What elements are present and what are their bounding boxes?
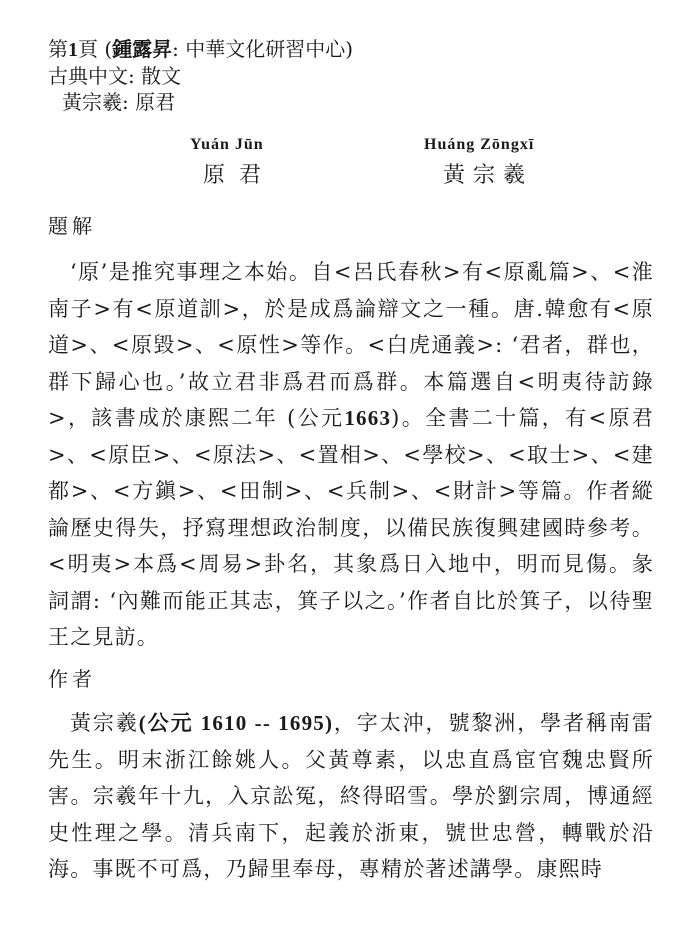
page-header: [48, 36, 353, 115]
header-page-prefix: 第: [48, 37, 68, 61]
header-page-number: 1: [68, 39, 78, 61]
author-section-title: 作者: [48, 667, 96, 691]
intro-year: 1663: [344, 406, 392, 430]
title-romanization: Yuán Jūn: [190, 136, 264, 153]
header-page-mid: 頁 (: [78, 37, 113, 61]
header-source-line: [48, 36, 353, 63]
author-bio-text: ，字太沖，號黎洲，學者稱南雷先生。明末浙江餘姚人。父黃尊素，以忠直爲宦官魏忠賢所害。宗羲年十九，入京訟冤，終得昭雪。學於劉宗周，博通經史性理之學。清兵南下，起義於浙東，號世忠營，轉戰於沿海。事既不可爲，乃歸里奉母，專精於著述講學。康熙時: [48, 711, 654, 881]
intro-text-part2: )。全書二十篇，有<原君>、<原臣>、<原法>、<置相>、<學校>、<取士>、<建都>、<方鎭>、<田制>、<兵制>、<財計>等篇。作者縱論歷史得失，抒寫理想政治制度，以備民族復興建國時參考。<明夷>本爲<周易>卦名，其象爲日入地中，明而見傷。彖詞謂: ‘內難而能正其志，箕子以之。’作者自比於箕子，以待聖王之見訪。: [48, 406, 654, 649]
intro-paragraph: [48, 254, 654, 656]
author-romanization: Huáng Zōngxī: [424, 136, 535, 153]
author-paragraph: [48, 705, 654, 888]
author-hanzi: 黃宗羲: [443, 163, 534, 188]
header-category: 古典中文: 散文: [48, 64, 182, 88]
title-hanzi: 原君: [203, 163, 276, 188]
intro-section-title: 題解: [48, 214, 96, 238]
author-name-text: 黃宗羲: [70, 711, 139, 735]
header-source: : 中華文化研習中心): [172, 37, 354, 61]
intro-text-part1: ‘原’是推究事理之本始。自<呂氏春秋>有<原亂篇>、<淮南子>有<原道訓>，於是成爲論辯文之一種。唐.韓愈有<原道>、<原毀>、<原性>等作。<白虎通義>: ‘君者，群也，群下歸心也。’故立君非爲君而爲群。本篇選自<明夷待訪錄>，該書成於康熙二年 (公元: [48, 260, 654, 430]
header-work: 黃宗羲: 原君: [62, 90, 176, 114]
author-years: (公元 1610 -- 1695): [138, 711, 334, 735]
header-author-name: 鍾露昇: [112, 39, 173, 61]
